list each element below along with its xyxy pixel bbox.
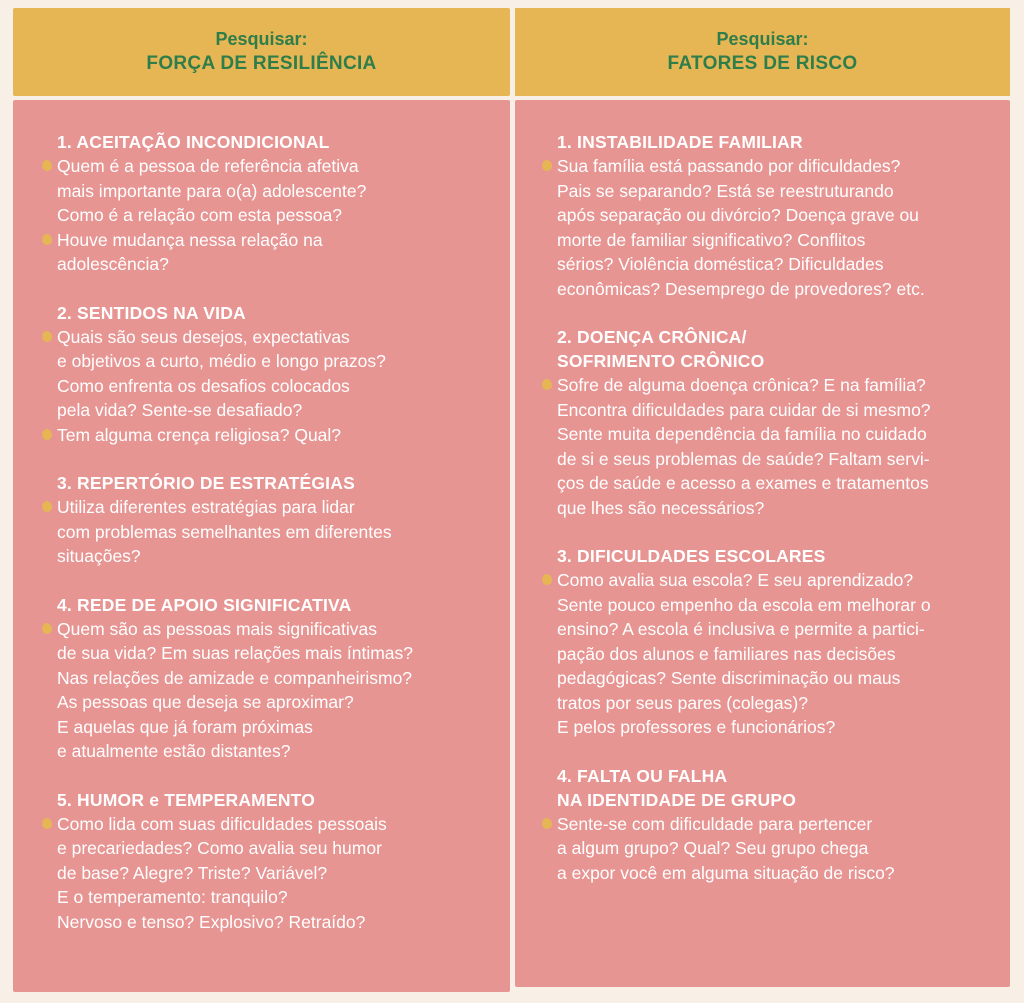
risk-section-2 xyxy=(557,325,990,520)
risk-section-title: 1. INSTABILIDADE FAMILIAR xyxy=(557,132,803,152)
risk-content xyxy=(557,130,990,909)
resilience-bullet-text: Tem alguma crença religiosa? Qual? xyxy=(57,424,342,445)
resilience-bullet-text: Quem são as pessoas mais significativas de sua vida? Em suas relações mais íntimas? Nas relações de amizade e companheirismo? As pessoas que deseja se aproximar? E aquelas que já foram próximas e atualmente estão distantes? xyxy=(57,618,413,761)
risk-section-4 xyxy=(557,764,990,886)
resilience-bullet-item xyxy=(57,812,490,935)
resilience-bullet-text: Utiliza diferentes estratégias para lidar com problemas semelhantes em diferentes situações? xyxy=(57,497,392,566)
bullet-dot-icon xyxy=(541,378,553,391)
resilience-header-pre: Pesquisar: xyxy=(215,29,308,49)
resilience-section-1 xyxy=(57,130,490,277)
risk-section-title: 2. DOENÇA CRÔNICA/ SOFRIMENTO CRÔNICO xyxy=(557,327,765,371)
resilience-section-title: 1. ACEITAÇÃO INCONDICIONAL xyxy=(57,132,330,152)
resilience-section-title: 4. REDE DE APOIO SIGNIFICATIVA xyxy=(57,594,352,615)
risk-header xyxy=(515,8,1010,96)
risk-section-title: 4. FALTA OU FALHA NA IDENTIDADE DE GRUPO xyxy=(557,765,797,810)
bullet-dot-icon xyxy=(41,500,53,513)
risk-header-title: FATORES DE RISCO xyxy=(667,53,858,74)
resilience-bullet-item xyxy=(57,325,490,423)
resilience-bullet-item xyxy=(57,617,490,764)
resilience-header xyxy=(13,8,510,96)
risk-section-title: 3. DIFICULDADES ESCOLARES xyxy=(557,546,826,566)
bullet-dot-icon xyxy=(541,159,553,172)
resilience-bullet-text: Quais são seus desejos, expectativas e objetivos a curto, médio e longo prazos? Como enfrenta os desafios colocados pela vida? Sente-se desafiado? xyxy=(57,326,386,420)
risk-bullet-item xyxy=(557,154,990,301)
resilience-panel xyxy=(13,100,510,992)
resilience-column xyxy=(13,0,510,932)
bullet-dot-icon xyxy=(41,622,53,635)
risk-header-pre: Pesquisar: xyxy=(716,29,809,49)
resilience-section-title: 2. SENTIDOS NA VIDA xyxy=(57,302,246,323)
resilience-section-5 xyxy=(57,788,490,935)
bullet-dot-icon xyxy=(541,573,553,586)
risk-bullet-text: Como avalia sua escola? E seu aprendizado? Sente pouco empenho da escola em melhorar o ensino? A escola é inclusiva e permite a partici- pação dos alunos e familiares nas decisões pedagógicas? Sente discriminação ou maus tratos por seus pares (colegas)? E pelos professores e funcionários? xyxy=(557,570,931,737)
risk-bullet-item xyxy=(557,812,990,886)
risk-bullet-text: Sente-se com dificuldade para pertencer a algum grupo? Qual? Seu grupo chega a expor você em alguma situação de risco? xyxy=(557,813,895,883)
resilience-section-title: 3. REPERTÓRIO DE ESTRATÉGIAS xyxy=(57,473,355,493)
risk-section-3 xyxy=(557,544,990,740)
risk-column xyxy=(515,0,1010,883)
resilience-bullet-text: Como lida com suas dificuldades pessoais e precariedades? Como avalia seu humor de base? Alegre? Triste? Variável? E o temperamento: tranquilo? Nervoso e tenso? Explosivo? Retraído? xyxy=(57,813,387,932)
risk-bullet-text: Sofre de alguma doença crônica? E na família? Encontra dificuldades para cuidar de si mesmo? Sente muita dependência da família no cuidado de si e seus problemas de saúde? Faltam servi- ços de saúde e acesso a exames e tratamentos que lhes são necessários? xyxy=(557,375,931,518)
resilience-content xyxy=(57,130,490,958)
resilience-bullet-item xyxy=(57,154,490,228)
resilience-section-2 xyxy=(57,301,490,448)
bullet-dot-icon xyxy=(41,330,53,343)
resilience-header-title: FORÇA DE RESILIÊNCIA xyxy=(146,53,377,74)
bullet-dot-icon xyxy=(41,233,53,246)
resilience-bullet-text: Quem é a pessoa de referência afetiva mais importante para o(a) adolescente? Como é a relação com esta pessoa? xyxy=(57,156,367,225)
resilience-bullet-item xyxy=(57,423,490,448)
resilience-section-title: 5. HUMOR e TEMPERAMENTO xyxy=(57,789,316,810)
bullet-dot-icon xyxy=(41,159,53,172)
risk-section-1 xyxy=(557,130,990,301)
risk-bullet-item xyxy=(557,568,990,740)
resilience-bullet-item xyxy=(57,495,490,569)
risk-bullet-item xyxy=(557,373,990,520)
risk-bullet-text: Sua família está passando por dificuldades? Pais se separando? Está se reestruturando após separação ou divórcio? Doença grave ou morte de familiar significativo? Conflitos sérios? Violência doméstica? Dificuldades econômicas? Desemprego de provedores? etc. xyxy=(557,156,925,299)
resilience-bullet-item xyxy=(57,228,490,277)
bullet-dot-icon xyxy=(41,817,53,830)
resilience-bullet-text: Houve mudança nessa relação na adolescência? xyxy=(57,229,323,274)
risk-panel xyxy=(515,100,1010,987)
bullet-dot-icon xyxy=(541,817,553,830)
resilience-section-3 xyxy=(57,471,490,569)
resilience-section-4 xyxy=(57,593,490,764)
bullet-dot-icon xyxy=(41,428,53,441)
